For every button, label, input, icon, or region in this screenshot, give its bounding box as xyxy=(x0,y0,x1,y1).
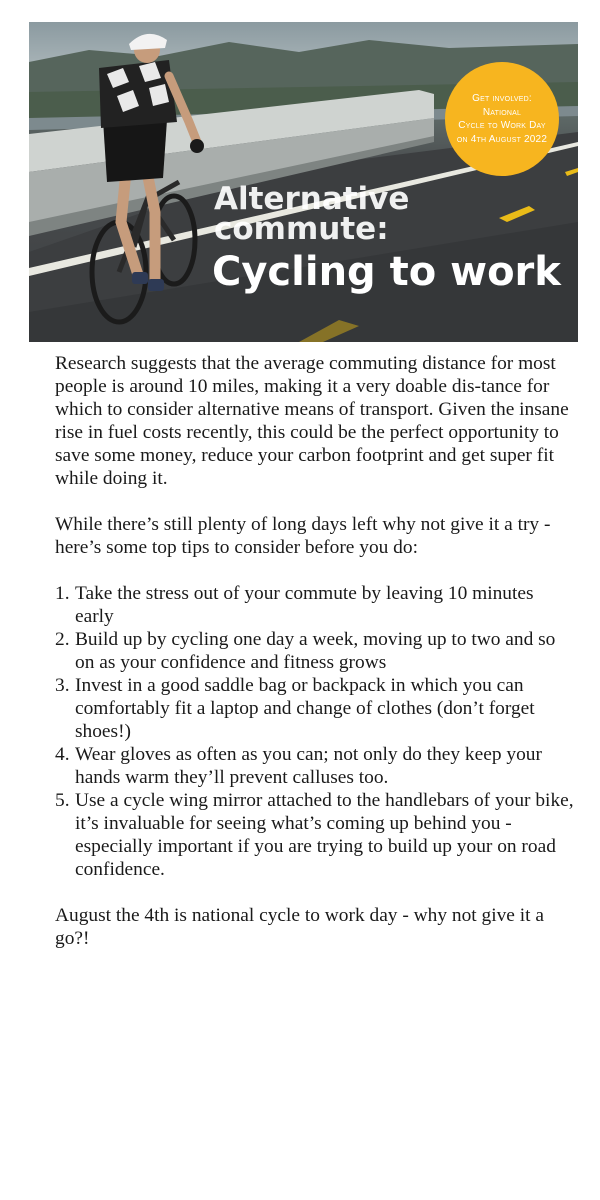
badge-line-1: Get involved: xyxy=(472,93,532,104)
tips-list xyxy=(55,582,575,881)
tip-text: Build up by cycling one day a week, moving up to two and so on as your confidence and fitness grows xyxy=(75,629,556,673)
tip-number: 5. xyxy=(55,790,70,811)
badge-line-2: National xyxy=(482,106,522,118)
list-item xyxy=(55,743,575,789)
event-badge xyxy=(445,62,559,176)
tip-text: Wear gloves as often as you can; not only do they keep your hands warm they’ll prevent calluses too. xyxy=(75,744,542,788)
tip-text: Take the stress out of your commute by leaving 10 minutes early xyxy=(75,583,534,627)
tips-intro-paragraph: While there’s still plenty of long days left why not give it a try - here’s some top tips to consider before you do: xyxy=(55,514,551,558)
closing-paragraph: August the 4th is national cycle to work day - why not give it a go?! xyxy=(55,905,544,949)
article-body xyxy=(55,352,575,950)
hero-title-line-3: Cycling to work xyxy=(212,249,561,295)
tip-number: 3. xyxy=(55,675,70,696)
tip-number: 4. xyxy=(55,744,70,765)
tip-text: Invest in a good saddle bag or backpack in which you can comfortably fit a laptop and change of clothes (don’t forget shoes!) xyxy=(75,675,535,742)
badge-line-4: on 4th August 2022 xyxy=(456,133,548,145)
badge-line-3: Cycle to Work Day xyxy=(458,120,546,131)
list-item xyxy=(55,628,575,674)
hero-banner xyxy=(29,22,578,342)
intro-paragraph: Research suggests that the average commuting distance for most people is around 10 miles, making it a very doable dis-tance for which to consider alternative means of transport. Given the insane rise in fuel costs recently, this could be the perfect opportunity to save some money, reduce your carbon footprint and get super fit while doing it. xyxy=(55,353,569,489)
hero-title-line-2: commute: xyxy=(214,211,389,247)
list-item xyxy=(55,789,575,881)
tip-number: 2. xyxy=(55,629,70,650)
list-item xyxy=(55,674,575,743)
hero-title xyxy=(212,181,561,296)
tip-text: Use a cycle wing mirror attached to the handlebars of your bike, it’s invaluable for seeing what’s coming up behind you - especially important if you are trying to build up your on road confidence. xyxy=(75,790,574,880)
tip-number: 1. xyxy=(55,583,70,604)
list-item xyxy=(55,582,575,628)
hero-title-line-1: Alternative xyxy=(214,181,410,217)
